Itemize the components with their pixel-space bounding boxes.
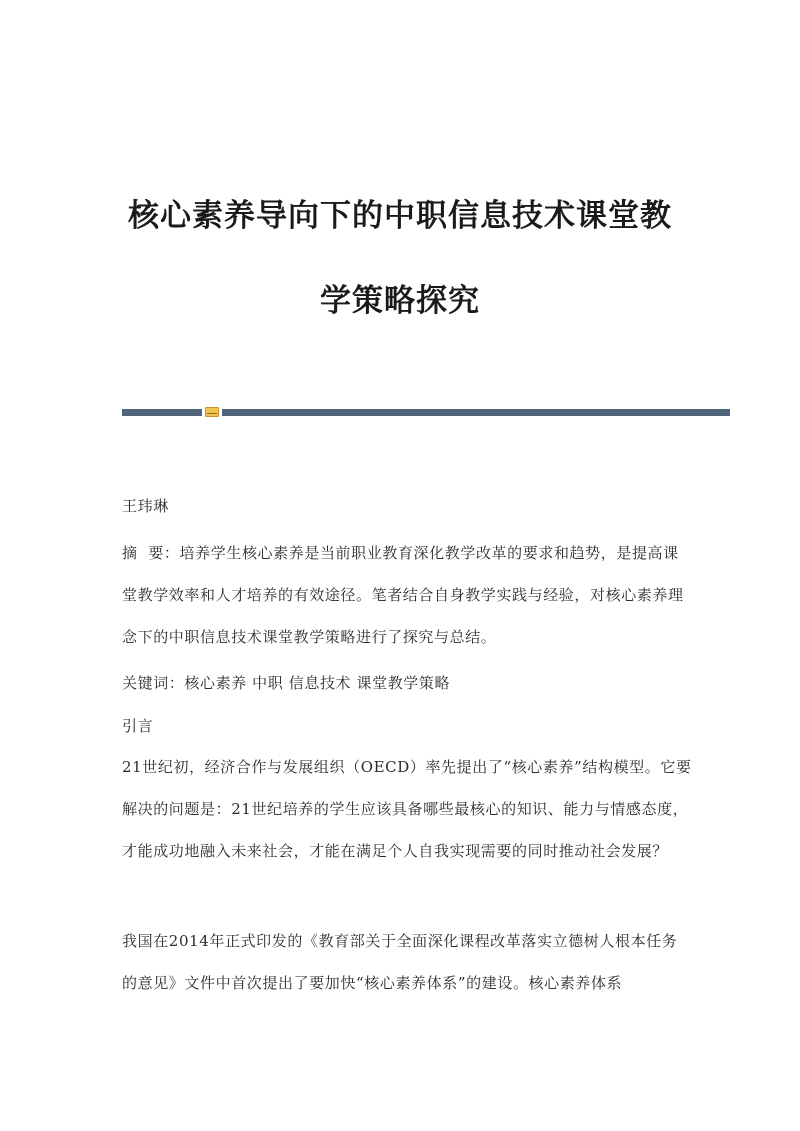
paragraph-1: 21世纪初，经济合作与发展组织（OECD）率先提出了“核心素养”结构模型。它要解决的问题是：21世纪培养的学生应该具备哪些最核心的知识、能力与情感态度，才能成功地融入未来社会，才能在满足个人自我实现需要的同时推动社会发展？ bbox=[122, 758, 692, 860]
paragraph-2: 我国在2014年正式印发的《教育部关于全面深化课程改革落实立德树人根本任务的意见》文件中首次提出了要加快“核心素养体系”的建设。核心素养体系 bbox=[122, 932, 678, 992]
abstract-text: 培养学生核心素养是当前职业教育深化教学改革的要求和趋势，是提高课堂教学效率和人才培养的有效途径。笔者结合自身教学实践与经验，对核心素养理念下的中职信息技术课堂教学策略进行了探究与总结。 bbox=[122, 544, 684, 646]
title-line-2: 学策略探究 bbox=[320, 283, 480, 319]
keywords bbox=[122, 662, 692, 704]
title-divider bbox=[122, 409, 730, 416]
divider-bar-right bbox=[222, 409, 730, 416]
author-name: 王玮琳 bbox=[122, 497, 169, 515]
keywords-label: 关键词： bbox=[122, 674, 185, 692]
divider-bar-left bbox=[122, 409, 202, 416]
abstract bbox=[122, 532, 692, 658]
envelope-icon bbox=[205, 407, 219, 417]
abstract-label: 摘 要： bbox=[122, 544, 180, 562]
intro-heading: 引言 bbox=[122, 717, 154, 735]
title-line-1: 核心素养导向下的中职信息技术课堂教 bbox=[128, 198, 672, 234]
keywords-text: 核心素养 中职 信息技术 课堂教学策略 bbox=[184, 674, 451, 692]
